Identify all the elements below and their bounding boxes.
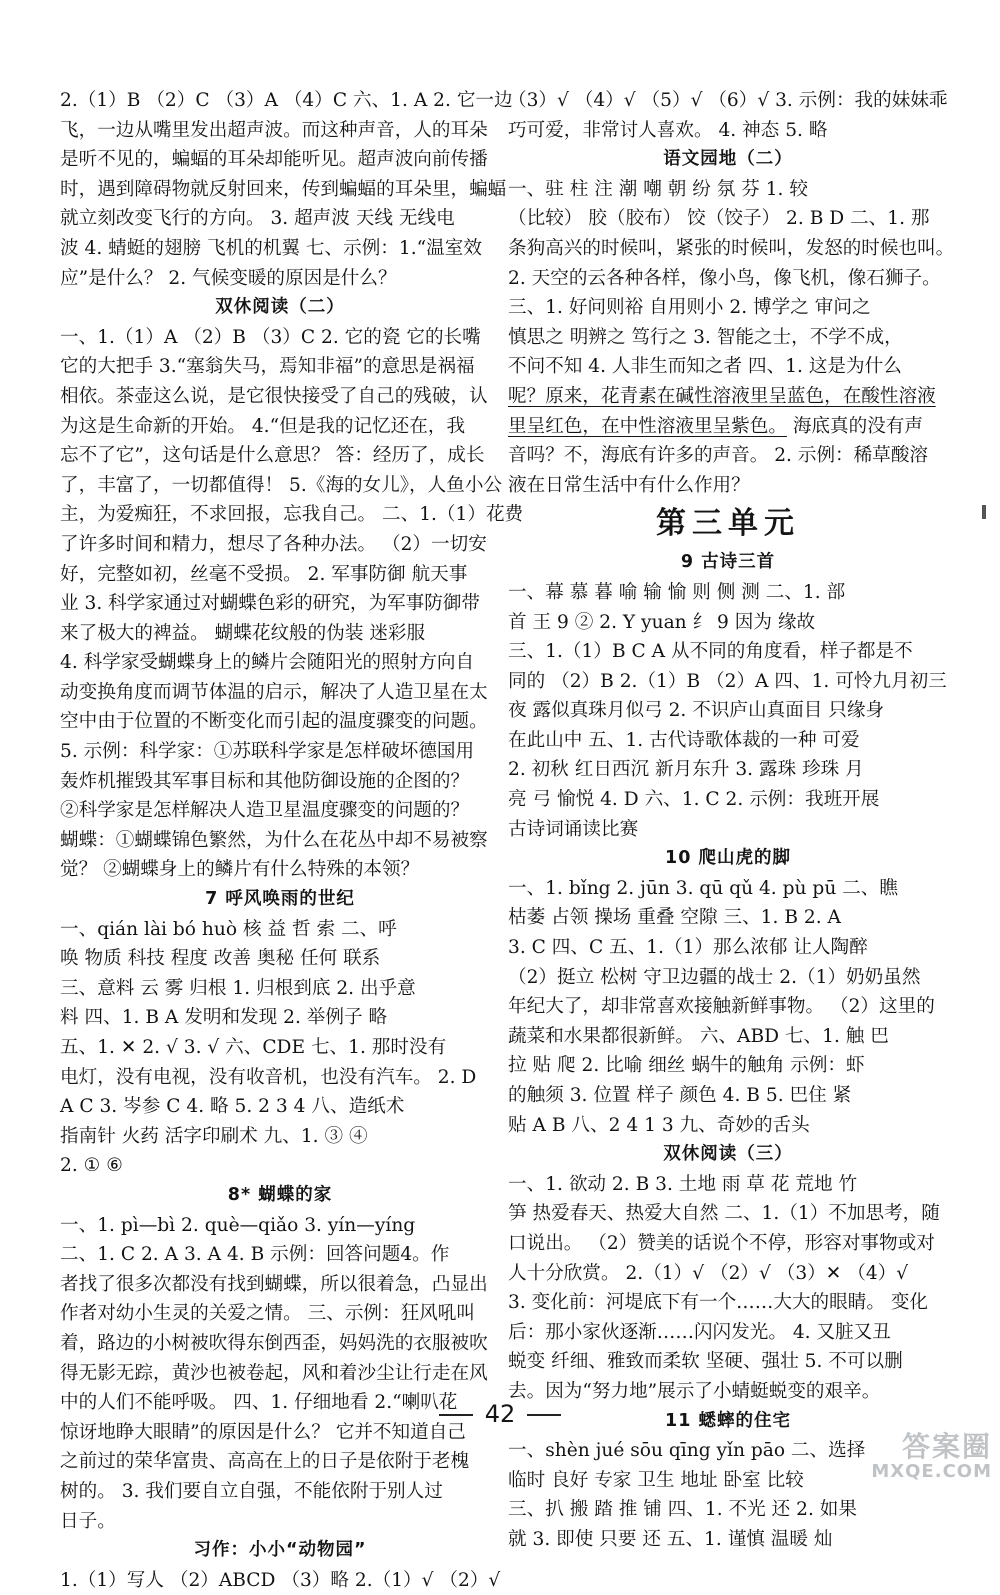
text-line: 音吗？不，海底有许多的声音。 2. 示例：稀草酸溶 — [508, 445, 929, 467]
text-line — [508, 412, 948, 442]
text-line: 条狗高兴的时候叫，紧张的时候叫，发怒的时候也叫。 — [508, 237, 955, 259]
underlined-line: 呢？原来，花青素在碱性溶液里呈蓝色，在酸性溶液 — [508, 385, 936, 407]
text-line: 二、1. C 2. A 3. A 4. B 示例：回答问题4。作 — [60, 1244, 450, 1266]
text-line: 口说出。 （2）赞美的话说个不停，形容对事物或对 — [508, 1232, 935, 1254]
text-line: 一、1. 欲动 2. B 3. 土地 雨 草 花 荒地 竹 — [508, 1173, 858, 1195]
section-heading: 双休阅读（二） — [215, 297, 345, 318]
text-line: 唤 物质 科技 程度 改善 奥秘 任何 联系 — [60, 948, 381, 970]
text-line: 蔬菜和水果都很新鲜。 六、ABD 七、1. 触 巴 — [508, 1025, 889, 1047]
text-line: 相依。茶壶这么说，是它很快接受了自己的残破，认 — [60, 385, 488, 407]
text-line: 首 王 9 ② 2. Y yuan 纟 9 因为 缘故 — [508, 611, 816, 633]
text-line: 同的 （2）B 2.（1）B （2）A 四、1. 可怜九月初三 — [508, 670, 947, 692]
text-line: 料 四、1. B A 发明和发现 2. 举例子 略 — [60, 1007, 388, 1029]
text-line: 去。因为“努力地”展示了小蜻蜓蜕变的艰辛。 — [508, 1380, 881, 1402]
text-line: 古诗词诵读比赛 — [508, 818, 639, 840]
text-line: 5. 示例：科学家：①苏联科学家是怎样破坏德国用 — [60, 741, 475, 763]
section-heading: 10 爬山虎的脚 — [665, 848, 791, 869]
text-line: 3. C 四、C 五、1.（1）那么浓郁 让人陶醉 — [508, 937, 868, 959]
section-heading: 11 蟋蟀的住宅 — [665, 1410, 791, 1431]
text-line: 业 3. 科学家通过对蝴蝶色彩的研究，为军事防御带 — [60, 593, 481, 615]
text-line: 2. 天空的云各种各样，像小鸟，像飞机，像石狮子。 — [508, 267, 941, 289]
text-line: 蝴蝶：①蝴蝶锦色繁然，为什么在花丛中却不易被察 — [60, 829, 488, 851]
text-line: 好，完整如初，丝毫不受损。 2. 军事防御 航天事 — [60, 563, 468, 585]
text-line: 轰炸机摧毁其军事目标和其他防御设施的企图的？ — [60, 770, 470, 792]
text-line: 之前过的荣华富贵、高高在上的日子是依附于老槐 — [60, 1451, 470, 1473]
text-line: 巧可爱，非常讨人喜欢。 4. 神态 5. 略 — [508, 119, 828, 141]
text-line: 三、1. 好问则裕 自用则小 2. 博学之 审问之 — [508, 297, 871, 319]
watermark — [812, 1432, 992, 1484]
underlined-span: 里呈红色，在中性溶液里呈紫色。 — [508, 415, 787, 437]
text-line: 是听不见的，蝙蝠的耳朵却能听见。超声波向前传播 — [60, 149, 488, 171]
text-line: 飞，一边从嘴里发出超声波。而这种声音，人的耳朵 — [60, 119, 488, 141]
text-line: 一、1. pì—bì 2. què—qiǎo 3. yín—yíng — [60, 1214, 416, 1236]
text-line: 来了极大的裨益。 蝴蝶花纹般的伪装 迷彩服 — [60, 622, 426, 644]
text-line: 亮 弓 愉悦 4. D 六、1. C 2. 示例：我班开展 — [508, 789, 880, 811]
text-line: 蜕变 纤细、雅致而柔软 坚硬、强壮 5. 不可以删 — [508, 1351, 903, 1373]
text-line: 波 4. 蜻蜓的翅膀 飞机的机翼 七、示例：1.“温室效 — [60, 237, 482, 259]
margin-mark — [982, 505, 986, 519]
watermark-url: MXQE.COM — [871, 1461, 992, 1482]
text-line: 树的。 3. 我们要自立自强，不能依附于别人过 — [60, 1480, 443, 1502]
text-line: 它的大把手 3.“塞翁失马，焉知非福”的意思是祸福 — [60, 356, 475, 378]
section-heading: 习作：小小“动物园” — [193, 1540, 367, 1561]
text-line: 2. ① ⑥ — [60, 1155, 123, 1177]
unit-title: 第三单元 — [656, 506, 800, 542]
text-line: 枯萎 占领 操场 重叠 空隙 三、1. B 2. A — [508, 907, 841, 929]
page-footer — [0, 1400, 1000, 1428]
text-line: （2）挺立 松树 守卫边疆的战士 2.（1）奶奶虽然 — [508, 966, 921, 988]
text-line: 人十分欣赏。 2.（1）√ （2）√ （3）✕ （4）√ — [508, 1262, 909, 1284]
text-line: 为这是生命新的开始。 4.“但是我的记忆还在，我 — [60, 415, 466, 437]
left-column — [60, 86, 524, 1595]
dash-right — [527, 1414, 561, 1416]
text-line: 忘不了它”，这句话是什么意思？ 答：经历了，成长 — [60, 445, 485, 467]
text-line: 临时 良好 专家 卫生 地址 卧室 比较 — [508, 1469, 804, 1491]
watermark-logo: 答案圈 — [901, 1430, 992, 1463]
dash-left — [439, 1414, 473, 1416]
text-line: 惊讶地睁大眼睛”的原因是什么？ 它并不知道自己 — [60, 1421, 466, 1443]
text-line: 就立刻改变飞行的方向。 3. 超声波 天线 无线电 — [60, 208, 455, 230]
text-line: 夜 露似真珠月似弓 2. 不识庐山真面目 只缘身 — [508, 700, 885, 722]
text-line: 三、1.（1）B C A 从不同的角度看，样子都是不 — [508, 641, 913, 663]
text-line: 得无影无踪，黄沙也被卷起，风和着沙尘让行走在风 — [60, 1362, 488, 1384]
text-line: 时，遇到障碍物就反射回来，传到蝙蝠的耳朵里，蝙蝠 — [60, 178, 507, 200]
text-line: （比较） 胶（胶布） 饺（饺子） 2. B D 二、1. 那 — [508, 208, 930, 230]
text-line: （3）√ （4）√ （5）√ （6）√ 3. 示例：我的妹妹乖 — [508, 90, 948, 111]
text-line: 作者对幼小生灵的关爱之情。 三、示例：狂风吼叫 — [60, 1303, 475, 1325]
text-line: 电灯，没有电视，没有收音机，也没有汽车。 2. D — [60, 1066, 477, 1088]
text-line: 年纪大了，却非常喜欢接触新鲜事物。 （2）这里的 — [508, 996, 935, 1018]
right-column — [508, 86, 955, 1555]
section-heading: 9 古诗三首 — [680, 552, 776, 573]
text-line: 五、1. ✕ 2. √ 3. √ 六、CDE 七、1. 那时没有 — [60, 1037, 447, 1058]
section-heading: 7 呼风唤雨的世纪 — [205, 889, 355, 910]
text-line: 一、驻 柱 注 潮 嘲 朝 纷 氛 芬 1. 较 — [508, 178, 808, 200]
section-heading: 双休阅读（三） — [663, 1144, 793, 1165]
text-line: 者找了很多次都没有找到蝴蝶，所以很着急，凸显出 — [60, 1273, 488, 1295]
text-line: 动变换角度而调节体温的启示，解决了人造卫星在太 — [60, 681, 488, 703]
section-heading: 语文园地（二） — [663, 149, 793, 170]
text-line: 三、意料 云 雾 归根 1. 归根到底 2. 出乎意 — [60, 977, 416, 999]
text-line: 贴 A B 八、2 4 1 3 九、奇妙的舌头 — [508, 1114, 810, 1136]
text-span: 海底真的没有声 — [786, 415, 923, 437]
text-line: 主，为爱痴狂，不求回报，忘我自己。 二、1.（1）花费 — [60, 504, 524, 526]
text-line: 2. 初秋 红日西沉 新月东升 3. 露珠 珍珠 月 — [508, 759, 864, 781]
text-line: 就 3. 即使 只要 还 五、1. 谨慎 温暖 灿 — [508, 1528, 833, 1550]
text-line: 液在日常生活中有什么作用？ — [508, 474, 750, 496]
text-line: 2.（1）B （2）C （3）A （4）C 六、1. A 2. 它一边 — [60, 90, 513, 111]
text-line: 一、幕 慕 暮 喻 输 愉 则 侧 测 二、1. 部 — [508, 581, 846, 603]
text-line: 一、1.（1）A （2）B （3）C 2. 它的瓷 它的长嘴 — [60, 326, 481, 348]
text-line: ②科学家是怎样解决人造卫星温度骤变的问题的？ — [60, 800, 470, 822]
text-line: 拉 贴 爬 2. 比喻 细丝 蜗牛的触角 示例：虾 — [508, 1055, 865, 1077]
text-line: 指南针 火药 活字印刷术 九、1. ③ ④ — [60, 1125, 368, 1147]
text-line: 一、qián lài bó huò 核 益 哲 索 二、呼 — [60, 918, 397, 940]
text-line: 不问不知 4. 人非生而知之者 四、1. 这是为什么 — [508, 356, 902, 378]
text-line: 一、shèn jué sōu qīng yǐn pāo 二、选择 — [508, 1440, 866, 1462]
text-line: 觉？ ②蝴蝶身上的鳞片有什么特殊的本领？ — [60, 859, 420, 881]
text-line: 一、1. bǐng 2. jūn 3. qū qǔ 4. pù pū 二、瞧 — [508, 877, 898, 899]
text-line: 后：那小家伙逐渐……闪闪发光。 4. 又脏又丑 — [508, 1321, 891, 1343]
text-line: 的触须 3. 位置 样子 颜色 4. B 5. 巴住 紧 — [508, 1085, 852, 1106]
text-line: 4. 科学家受蝴蝶身上的鳞片会随阳光的照射方向自 — [60, 652, 475, 674]
page-number: 42 — [484, 1400, 516, 1428]
text-line: 了，丰富了，一切都值得！ 5.《海的女儿》，人鱼小公 — [60, 474, 503, 496]
text-line: 着，路边的小树被吹得东倒西歪，妈妈洗的衣服被吹 — [60, 1332, 488, 1354]
text-line: 1.（1）写人 （2）ABCD （3）略 2.（1）√ （2）√ — [60, 1569, 501, 1591]
text-line: 三、扒 搬 踏 推 铺 四、1. 不光 还 2. 如果 — [508, 1499, 857, 1521]
text-line: 应”是什么？ 2. 气候变暖的原因是什么？ — [60, 267, 397, 289]
text-line: A C 3. 岑参 C 4. 略 5. 2 3 4 八、造纸术 — [60, 1096, 405, 1118]
text-line: 慎思之 明辨之 笃行之 3. 智能之士，不学不成， — [508, 326, 903, 348]
text-line: 在此山中 五、1. 古代诗歌体裁的一种 可爱 — [508, 729, 860, 751]
text-line: 了许多时间和精力，想尽了各种办法。 （2）一切安 — [60, 533, 487, 555]
text-line: 笋 热爱春天、热爱大自然 二、1.（1）不加思考，随 — [508, 1203, 940, 1225]
text-line: 空中由于位置的不断变化而引起的温度骤变的问题。 — [60, 711, 488, 733]
text-line: 3. 变化前：河堤底下有一个……大大的眼睛。 变化 — [508, 1292, 929, 1314]
text-line: 中的人们不能呼吸。 四、1. 仔细地看 2.“喇叭花 — [60, 1392, 458, 1414]
text-line: 日子。 — [60, 1510, 116, 1532]
section-heading: 8* 蝴蝶的家 — [227, 1184, 333, 1205]
